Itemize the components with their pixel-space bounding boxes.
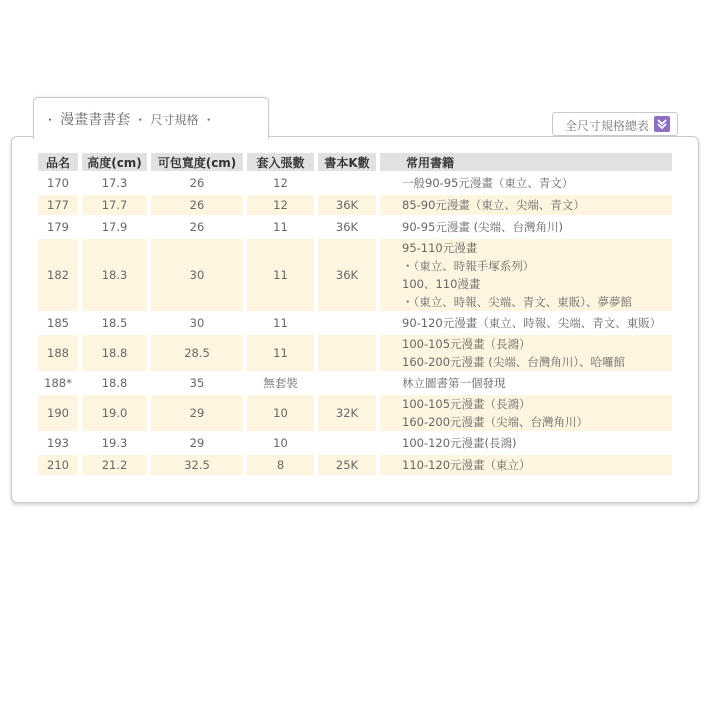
cell-k — [318, 433, 376, 453]
book-line: 100、110漫畫 — [402, 277, 481, 291]
cell-books — [380, 455, 672, 475]
cell-count: 11 — [273, 220, 288, 234]
book-line: 90-120元漫畫（東立、時報、尖端、青文、東販） — [402, 316, 662, 330]
cell-name: 188 — [38, 335, 78, 371]
table-row — [38, 173, 672, 193]
book-line: 100-105元漫畫（長鴻） — [402, 337, 531, 351]
cell-books — [380, 239, 672, 311]
cell-books — [380, 373, 672, 393]
cell-k — [318, 313, 376, 333]
chevron-down-icon — [654, 116, 670, 132]
table-row — [38, 395, 672, 431]
size-spec-table — [34, 151, 676, 477]
book-line: 160-200元漫畫 (尖端、台灣角川）、哈囉館 — [402, 355, 625, 369]
cell-height: 17.3 — [101, 176, 128, 190]
tab-prefix: ・ — [44, 113, 57, 127]
table-row — [38, 335, 672, 371]
table-row — [38, 313, 672, 333]
header-count: 套入張數 — [247, 153, 314, 171]
cell-name: 210 — [38, 455, 78, 475]
cell-name: 182 — [38, 239, 78, 311]
cell-name: 179 — [47, 220, 69, 234]
cell-height: 21.2 — [82, 455, 147, 475]
cell-k — [318, 373, 376, 393]
table-header-row — [38, 153, 672, 171]
cell-count: 10 — [273, 436, 288, 450]
full-size-spec-link[interactable] — [552, 112, 678, 136]
book-line: 一般90-95元漫畫（東立、青文） — [402, 176, 574, 190]
table-row — [38, 455, 672, 475]
cell-k — [318, 173, 376, 193]
cell-width: 32.5 — [151, 455, 243, 475]
cell-k: 36K — [335, 220, 359, 234]
cell-name: 185 — [47, 316, 69, 330]
tab-suffix: ・ — [202, 113, 215, 127]
book-line: 95-110元漫畫 — [402, 241, 478, 255]
header-height: 高度(cm) — [82, 153, 147, 171]
cell-count: 10 — [247, 395, 314, 431]
cell-count: 11 — [273, 316, 288, 330]
tab-title — [44, 109, 215, 129]
cell-name: 177 — [38, 195, 78, 215]
table-row — [38, 433, 672, 453]
cell-width: 26 — [189, 220, 205, 234]
tab-title-main: 漫畫書書套 — [60, 112, 131, 128]
cell-count: 無套裝 — [263, 376, 298, 390]
table-row — [38, 195, 672, 215]
cell-books — [380, 195, 672, 215]
cell-k — [318, 335, 376, 371]
cell-width: 29 — [189, 436, 205, 450]
cell-height: 17.7 — [82, 195, 147, 215]
cell-width: 30 — [189, 316, 205, 330]
cell-width: 26 — [151, 195, 243, 215]
cell-name: 188* — [44, 376, 72, 390]
header-name: 品名 — [38, 153, 78, 171]
book-line: 110-120元漫畫（東立） — [402, 458, 531, 472]
cell-k: 32K — [318, 395, 376, 431]
cell-width: 26 — [189, 176, 205, 190]
cell-count: 12 — [273, 176, 288, 190]
cell-count: 11 — [247, 239, 314, 311]
cell-count: 8 — [247, 455, 314, 475]
book-line: 90-95元漫畫 (尖端、台灣角川) — [402, 220, 564, 234]
cell-books — [380, 217, 672, 237]
size-spec-tab[interactable] — [33, 97, 269, 139]
cell-height: 18.5 — [101, 316, 128, 330]
cell-count: 11 — [247, 335, 314, 371]
table-row — [38, 217, 672, 237]
table-row — [38, 239, 672, 311]
book-line: ・（東立、時報手塚系列） — [402, 259, 535, 273]
cell-books — [380, 433, 672, 453]
cell-k: 36K — [318, 239, 376, 311]
cell-width: 30 — [151, 239, 243, 311]
header-width: 可包寬度(cm) — [151, 153, 243, 171]
book-line: 160-200元漫畫（尖端、台灣角川） — [402, 415, 589, 429]
cell-books — [380, 395, 672, 431]
book-line: 85-90元漫畫（東立、尖端、青文） — [402, 198, 585, 212]
cell-name: 190 — [38, 395, 78, 431]
book-line: 100-105元漫畫（長鴻） — [402, 397, 531, 411]
table-row — [38, 373, 672, 393]
cell-k: 36K — [318, 195, 376, 215]
cell-height: 18.8 — [101, 376, 128, 390]
cell-height: 18.3 — [82, 239, 147, 311]
cell-height: 19.0 — [82, 395, 147, 431]
cell-k: 25K — [318, 455, 376, 475]
cell-books — [380, 335, 672, 371]
cell-height: 17.9 — [101, 220, 128, 234]
cell-name: 193 — [47, 436, 69, 450]
book-line: 林立圖書第一個發現 — [402, 376, 506, 390]
book-line: 100-120元漫畫(長鴻) — [402, 436, 517, 450]
cell-width: 29 — [151, 395, 243, 431]
cell-name: 170 — [47, 176, 69, 190]
cell-height: 19.3 — [101, 436, 128, 450]
spec-link-label: 全尺寸規格總表 — [565, 119, 650, 133]
tab-separator: ・ — [134, 113, 147, 127]
cell-height: 18.8 — [82, 335, 147, 371]
cell-width: 28.5 — [151, 335, 243, 371]
cell-count: 12 — [247, 195, 314, 215]
cell-width: 35 — [189, 376, 205, 390]
tab-subtitle: 尺寸規格 — [150, 113, 199, 127]
book-line: ・（東立、時報、尖端、青文、東販）、夢夢館 — [402, 295, 632, 309]
cell-books — [380, 173, 672, 193]
header-k: 書本K數 — [318, 153, 376, 171]
cell-books — [380, 313, 672, 333]
header-books: 常用書籍 — [380, 153, 672, 171]
